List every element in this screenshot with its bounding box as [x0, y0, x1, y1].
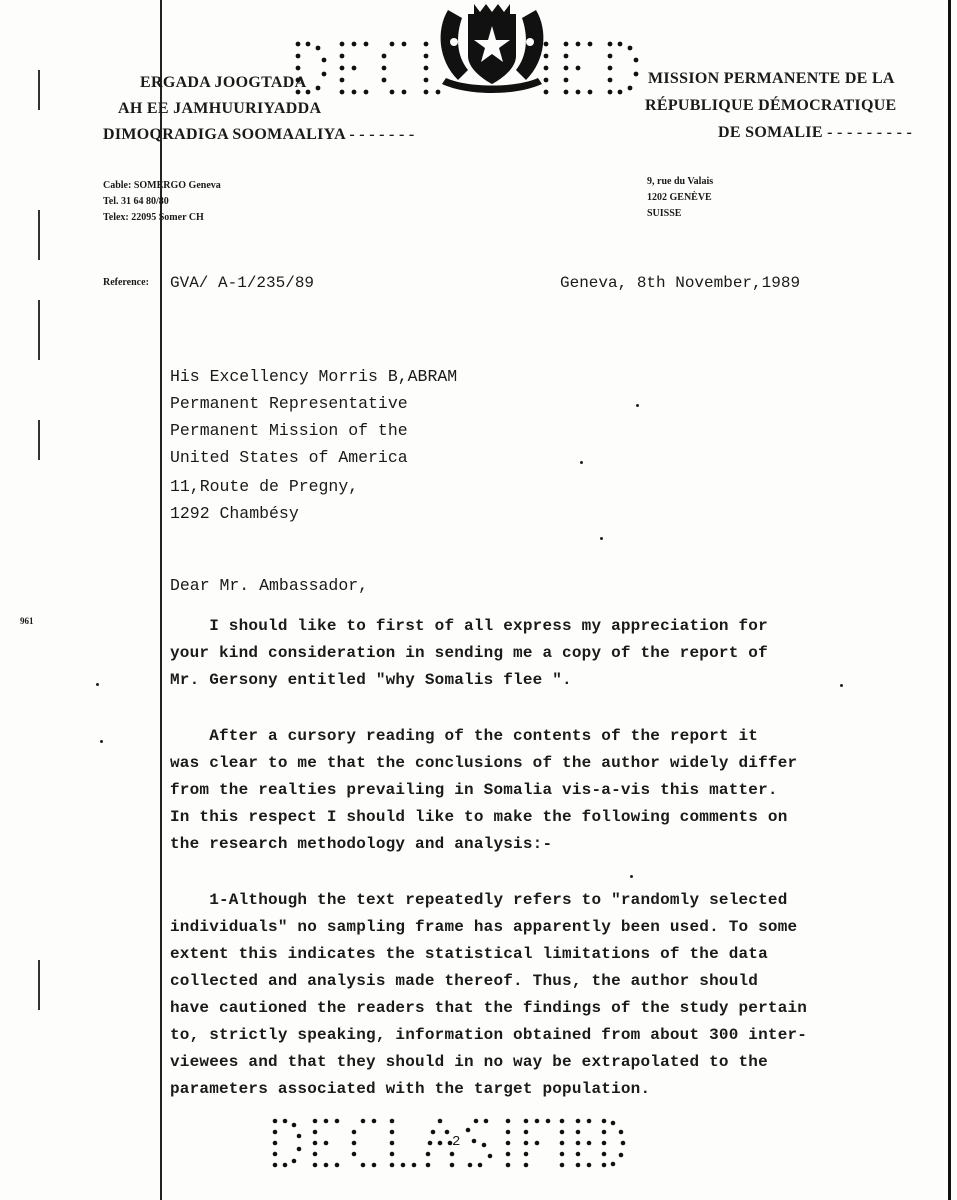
- paragraph-line: Mr. Gersony entitled "why Somalis flee ".: [170, 671, 572, 689]
- declassified-stamp-bottom: [270, 1116, 632, 1176]
- scan-speck: [636, 404, 639, 407]
- letterhead-right-line3: DE SOMALIE - - - - - - - - -: [718, 124, 913, 141]
- paragraph-line: your kind consideration in sending me a copy of the report of: [170, 644, 768, 662]
- paragraph-line: viewees and that they should in no way be extrapolated to the: [170, 1053, 768, 1071]
- letterhead-left-line2: AH EE JAMHUURIYADDA: [118, 100, 322, 117]
- letter-date: Geneva, 8th November,1989: [560, 274, 801, 292]
- recipient-line: Permanent Representative: [170, 394, 408, 413]
- scan-edge-mark: [38, 420, 40, 460]
- scan-speck: [100, 740, 103, 743]
- reference-number: GVA/ A-1/235/89: [170, 274, 315, 292]
- recipient-line: His Excellency Morris B,ABRAM: [170, 367, 458, 386]
- recipient-line: 1292 Chambésy: [170, 504, 299, 523]
- scan-speck: [96, 683, 99, 686]
- address-street: 9, rue du Valais: [647, 176, 714, 187]
- paragraph-line: parameters associated with the target population.: [170, 1080, 651, 1098]
- paragraph-line: 1-Although the text repeatedly refers to "randomly selected: [170, 891, 788, 909]
- page-edge-right: [948, 0, 951, 1200]
- paragraph-line: I should like to first of all express my appreciation for: [170, 617, 768, 635]
- margin-mark: 961: [20, 616, 34, 626]
- page-number: 2: [452, 1134, 461, 1150]
- recipient-line: Permanent Mission of the: [170, 421, 408, 440]
- scan-speck: [630, 875, 633, 878]
- paragraph-line: extent this indicates the statistical limitations of the data: [170, 945, 768, 963]
- paragraph-line: have cautioned the readers that the findings of the study pertain: [170, 999, 808, 1017]
- scan-speck: [600, 537, 603, 540]
- letterhead-right-line2: RÉPUBLIQUE DÉMOCRATIQUE: [645, 97, 897, 114]
- paragraph-line: was clear to me that the conclusions of the author widely differ: [170, 754, 798, 772]
- salutation: Dear Mr. Ambassador,: [170, 576, 369, 595]
- paragraph-line: from the realties prevailing in Somalia vis-a-vis this matter.: [170, 781, 778, 799]
- scan-edge-mark: [38, 300, 40, 360]
- contact-telephone: Tel. 31 64 80/80: [103, 196, 169, 207]
- declassified-stamp-top: [292, 38, 662, 100]
- paragraph-line: In this respect I should like to make the following comments on: [170, 808, 788, 826]
- paragraph-line: individuals" no sampling frame has apparently been used. To some: [170, 918, 798, 936]
- letterhead-left-line3: DIMOQRADIGA SOOMAALIYA - - - - - - -: [103, 126, 415, 143]
- address-country: SUISSE: [647, 208, 682, 219]
- paragraph-line: the research methodology and analysis:-: [170, 835, 553, 853]
- address-city: 1202 GENÈVE: [647, 192, 712, 203]
- contact-cable: Cable: SOMERGO Geneva: [103, 180, 221, 191]
- contact-telex: Telex: 22095 Somer CH: [103, 212, 204, 223]
- scan-edge-mark: [38, 960, 40, 1010]
- recipient-line: 11,Route de Pregny,: [170, 477, 359, 496]
- letterhead-left-line1: ERGADA JOOGTADA: [140, 74, 307, 91]
- recipient-line: United States of America: [170, 448, 408, 467]
- scan-speck: [840, 684, 843, 687]
- scan-edge-mark: [38, 70, 40, 110]
- letterhead-right-line1: MISSION PERMANENTE DE LA: [648, 70, 895, 87]
- paragraph-line: collected and analysis made thereof. Thus, the author should: [170, 972, 759, 990]
- paragraph-line: to, strictly speaking, information obtained from about 300 inter-: [170, 1026, 808, 1044]
- paragraph-line: After a cursory reading of the contents of the report it: [170, 727, 759, 745]
- reference-label: Reference:: [103, 277, 149, 288]
- scan-speck: [580, 461, 583, 464]
- scan-edge-mark: [38, 210, 40, 260]
